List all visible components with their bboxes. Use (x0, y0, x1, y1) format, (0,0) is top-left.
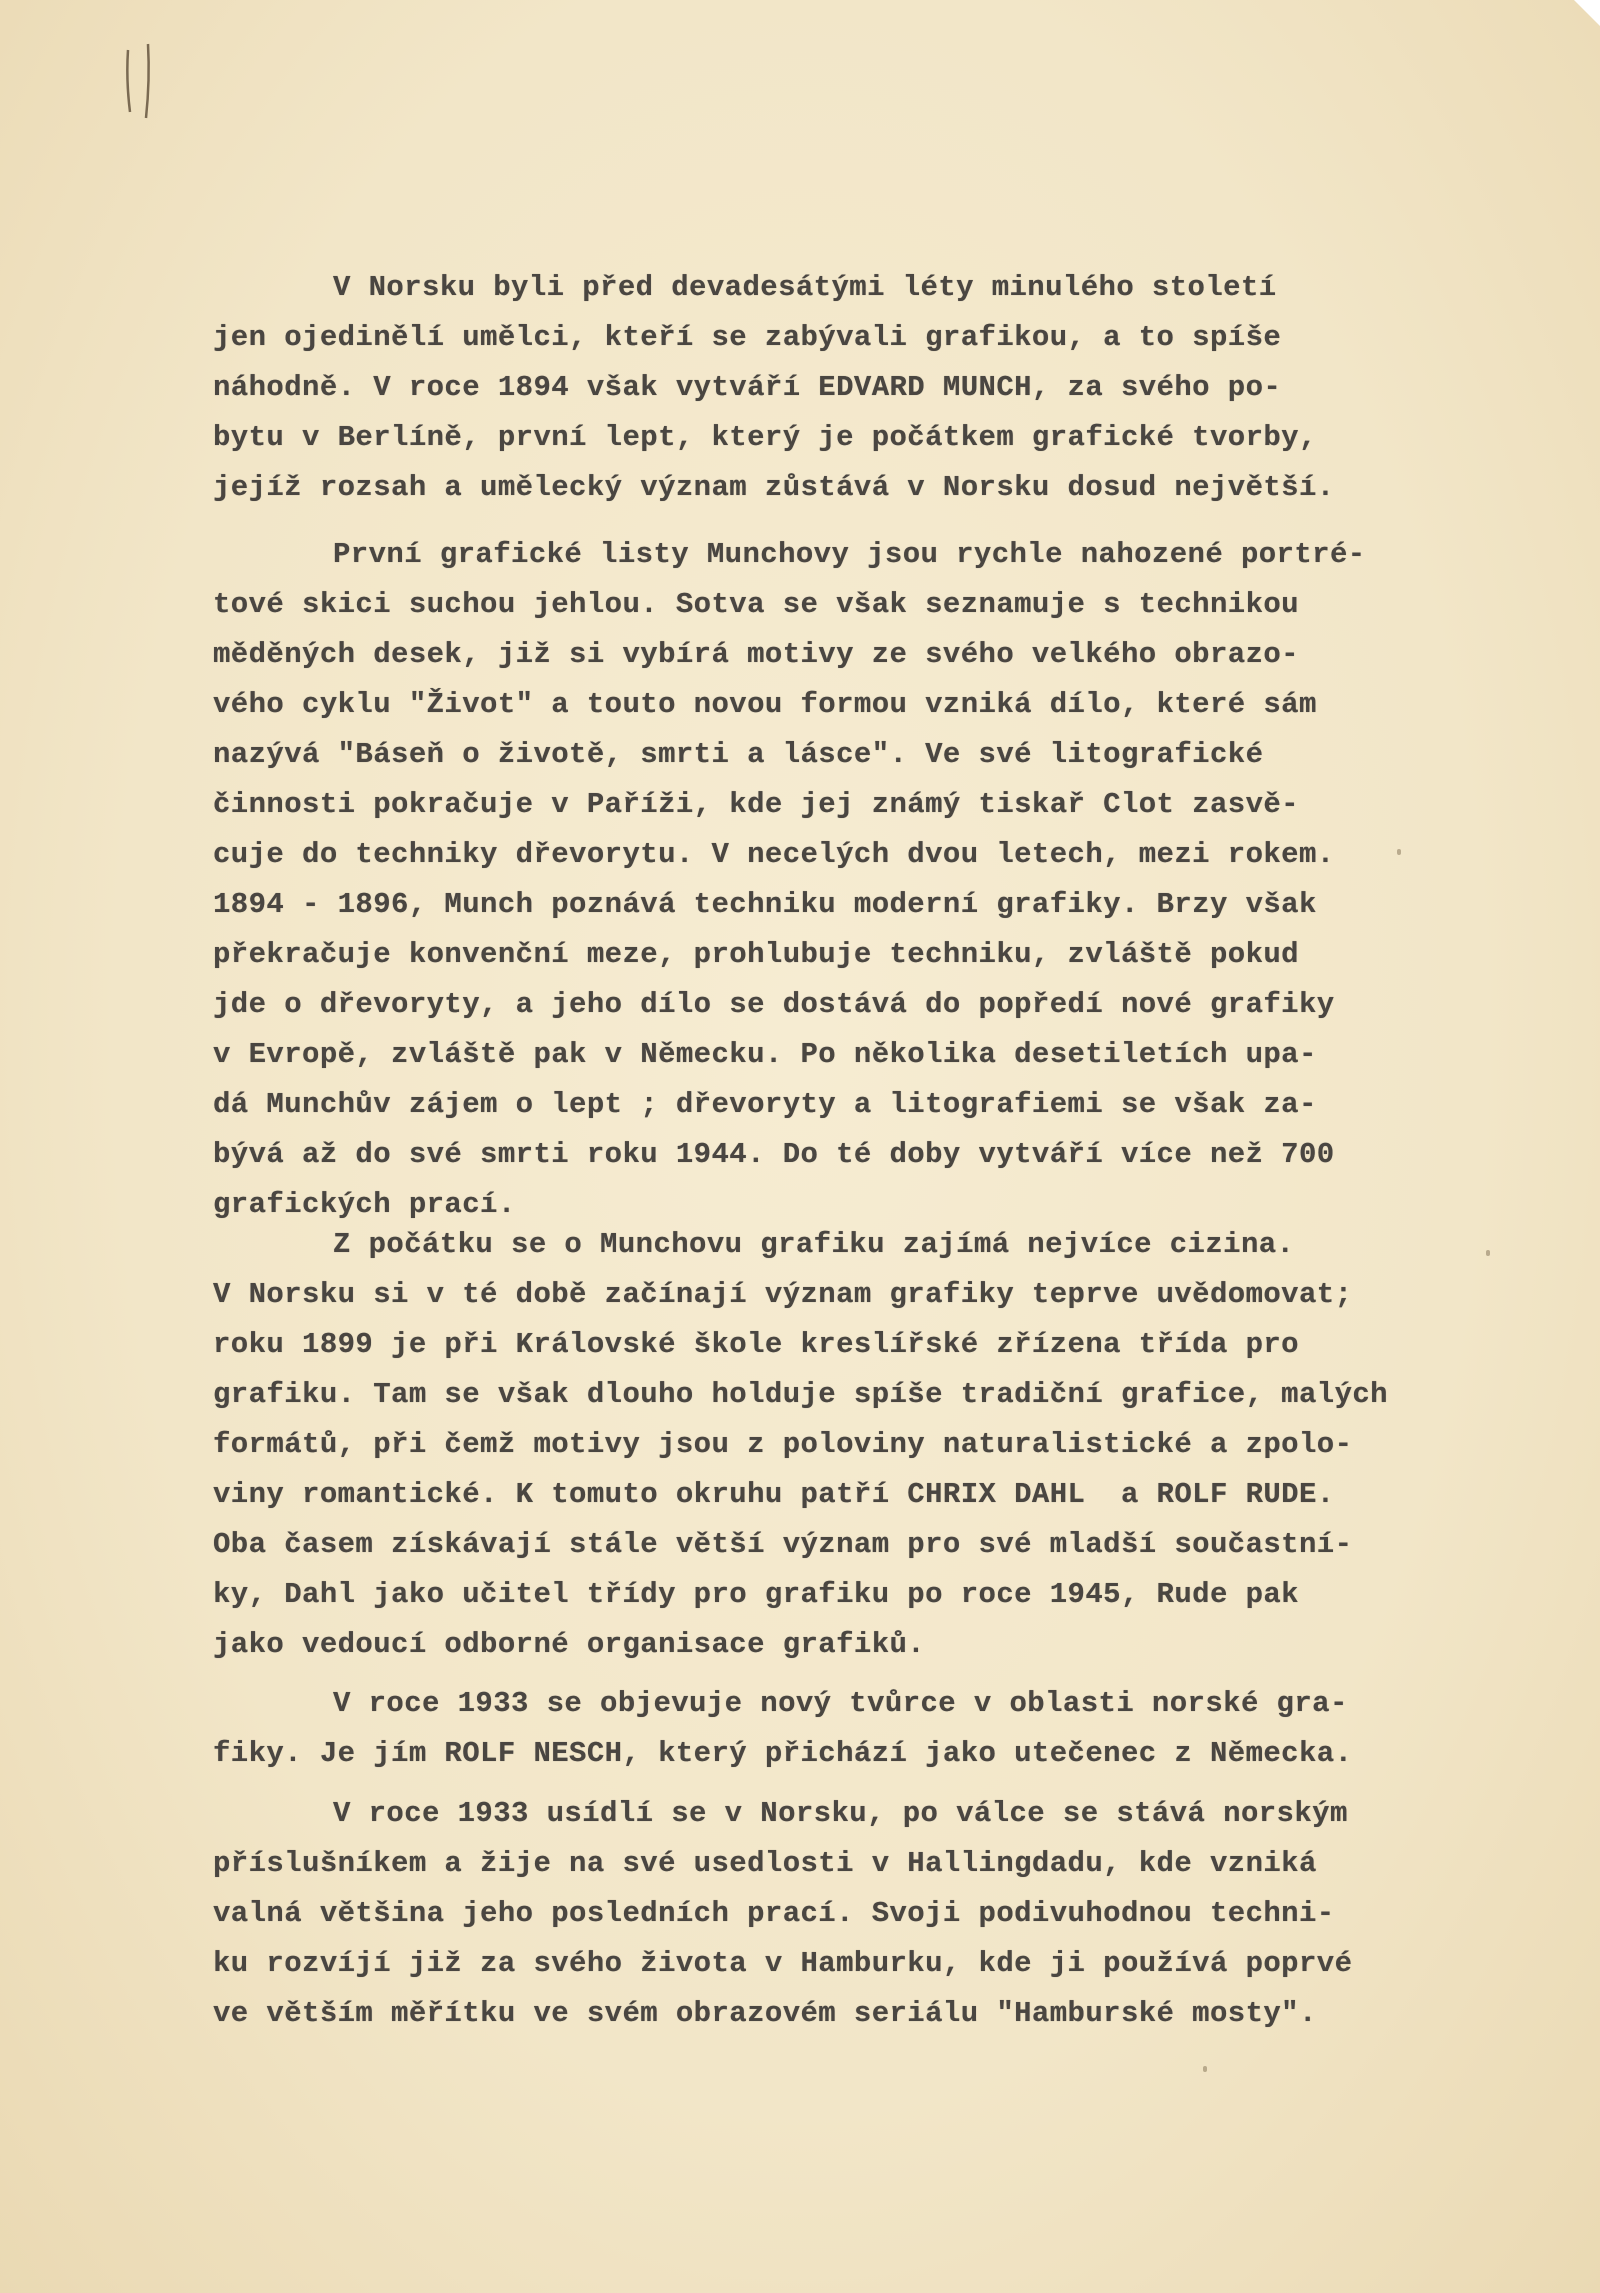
text-line: jen ojedinělí umělci, kteří se zabývali grafikou, a to spíše (213, 321, 1282, 354)
text-line: bytu v Berlíně, první lept, který je počátkem grafické tvorby, (213, 421, 1317, 454)
text-line: valná většina jeho posledních prací. Svoji podivuhodnou techni- (213, 1897, 1335, 1930)
text-line: náhodně. V roce 1894 však vytváří EDVARD MUNCH, za svého po- (213, 371, 1282, 404)
text-line: ku rozvíjí již za svého života v Hamburku, kde ji používá poprvé (213, 1947, 1353, 1980)
text-line: V Norsku si v té době začínají význam grafiky teprve uvědomovat; (213, 1278, 1353, 1311)
text-line: formátů, při čemž motivy jsou z poloviny naturalistické a zpolo- (213, 1428, 1353, 1461)
text-line: Oba časem získávají stále větší význam pro své mladší součastní- (213, 1528, 1353, 1561)
text-line: cuje do techniky dřevorytu. V necelých dvou letech, mezi rokem. (213, 838, 1335, 871)
text-line: tové skici suchou jehlou. Sotva se však seznamuje s technikou (213, 588, 1299, 621)
text-line: jde o dřevoryty, a jeho dílo se dostává do popředí nové grafiky (213, 988, 1335, 1021)
text-line: ve větším měřítku ve svém obrazovém seriálu "Hamburské mosty". (213, 1997, 1317, 2030)
text-line: jako vedoucí odborné organisace grafiků. (213, 1628, 926, 1661)
text-line: fiky. Je jím ROLF NESCH, který přichází jako utečenec z Německa. (213, 1737, 1353, 1770)
text-line: Z počátku se o Munchovu grafiku zajímá nejvíce cizina. (333, 1228, 1295, 1261)
text-line: viny romantické. K tomuto okruhu patří CHRIX DAHL a ROLF RUDE. (213, 1478, 1335, 1511)
text-line: V roce 1933 se objevuje nový tvůrce v oblasti norské gra- (333, 1687, 1348, 1720)
text-line: bývá až do své smrti roku 1944. Do té doby vytváří více než 700 (213, 1138, 1335, 1171)
text-line: grafiku. Tam se však dlouho holduje spíše tradiční grafice, malých (213, 1378, 1388, 1411)
text-line: měděných desek, již si vybírá motivy ze svého velkého obrazo- (213, 638, 1299, 671)
text-line: v Evropě, zvláště pak v Německu. Po několika desetiletích upa- (213, 1038, 1317, 1071)
text-line: vého cyklu "Život" a touto novou formou vzniká dílo, které sám (213, 688, 1317, 721)
text-line: jejíž rozsah a umělecký význam zůstává v Norsku dosud největší. (213, 471, 1335, 504)
text-line: 1894 - 1896, Munch poznává techniku moderní grafiky. Brzy však (213, 888, 1317, 921)
text-line: roku 1899 je při Královské škole kreslířské zřízena třída pro (213, 1328, 1299, 1361)
text-line: činnosti pokračuje v Paříži, kde jej známý tiskař Clot zasvě- (213, 788, 1299, 821)
text-line: nazývá "Báseň o životě, smrti a lásce". Ve své litografické (213, 738, 1264, 771)
text-line: První grafické listy Munchovy jsou rychle nahozené portré- (333, 538, 1366, 571)
text-line: V roce 1933 usídlí se v Norsku, po válce se stává norským (333, 1797, 1348, 1830)
text-line: dá Munchův zájem o lept ; dřevoryty a litografiemi se však za- (213, 1088, 1317, 1121)
text-line: překračuje konvenční meze, prohlubuje techniku, zvláště pokud (213, 938, 1299, 971)
text-line: ky, Dahl jako učitel třídy pro grafiku po roce 1945, Rude pak (213, 1578, 1299, 1611)
text-line: grafických prací. (213, 1188, 516, 1221)
text-line: příslušníkem a žije na své usedlosti v Hallingdadu, kde vzniká (213, 1847, 1317, 1880)
text-line: V Norsku byli před devadesátými léty minulého století (333, 271, 1277, 304)
